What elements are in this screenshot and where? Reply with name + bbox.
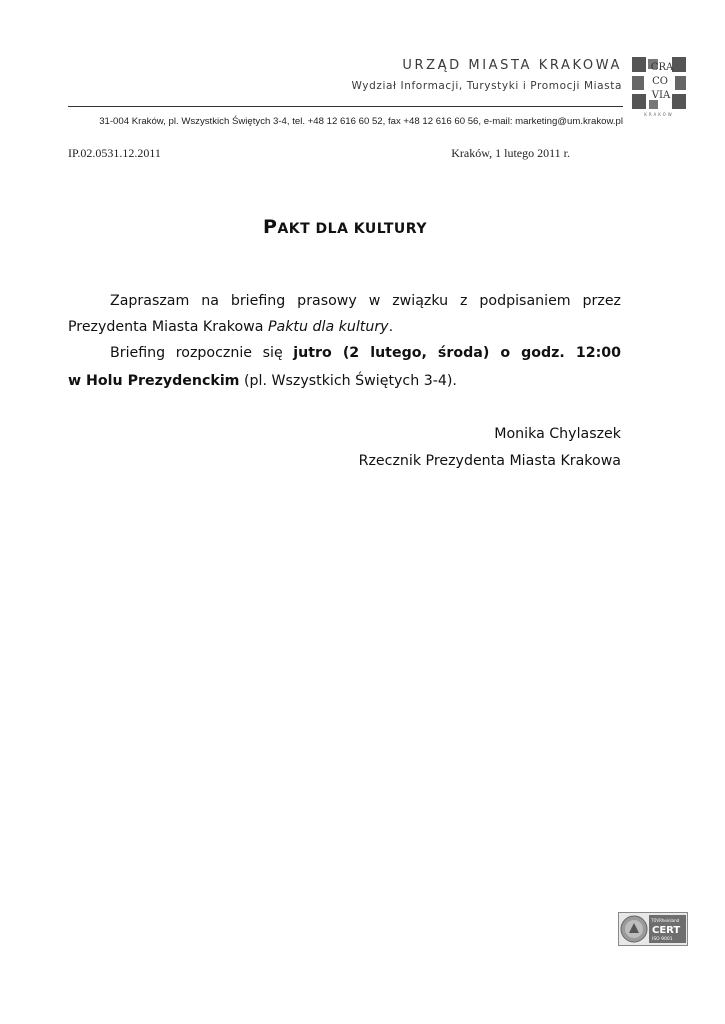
document-title xyxy=(0,216,690,238)
reference-number: IP.02.0531.12.2011 xyxy=(68,146,161,160)
title-rest: AKT DLA KULTURY xyxy=(277,221,427,237)
cert-top-text: TÜVRheinland xyxy=(651,918,680,923)
contact-line: 31-004 Kraków, pl. Wszystkich Świętych 3-4, tel. +48 12 616 60 52, fax +48 12 616 60 56, e-mail: marketing@um.krakow.pl xyxy=(99,116,623,127)
header-divider xyxy=(68,106,623,107)
cert-bottom-text: ISO 9001 xyxy=(652,937,673,942)
iso-cert-badge xyxy=(618,912,688,946)
pact-title-italic: Paktu dla kultury xyxy=(267,319,389,335)
signature-name: Monika Chylaszek xyxy=(494,426,621,442)
cracovia-logo xyxy=(631,56,687,118)
cert-main-text: CERT xyxy=(652,925,681,936)
department-name: Wydział Informacji, Turystyki i Promocji Miasta xyxy=(351,80,622,92)
logo-text-line2: CO xyxy=(652,76,668,87)
logo-text-line3: VIA xyxy=(651,90,671,101)
briefing-place-bold: w Holu Prezydenckim xyxy=(68,373,240,389)
paragraph1-line1: Zapraszam na briefing prasowy w związku z podpisaniem przez xyxy=(110,293,621,309)
signature-role: Rzecznik Prezydenta Miasta Krakowa xyxy=(358,453,621,469)
office-name: URZĄD MIASTA KRAKOWA xyxy=(402,58,622,73)
title-first-letter: P xyxy=(263,216,278,238)
logo-text-line1: CRA xyxy=(650,62,674,73)
paragraph1-line2-prefix: Prezydenta Miasta Krakowa xyxy=(68,319,268,335)
paragraph2-line1-prefix: Briefing rozpocznie się xyxy=(110,345,294,361)
paragraph2-line2-suffix: (pl. Wszystkich Świętych 3-4). xyxy=(239,373,457,389)
paragraph2-line2 xyxy=(68,373,457,389)
place-date: Kraków, 1 lutego 2011 r. xyxy=(451,146,570,160)
paragraph1-line2 xyxy=(68,319,393,335)
briefing-date-bold: jutro (2 lutego, środa) o godz. 12:00 xyxy=(293,345,622,361)
logo-caption: KRAKÓW xyxy=(644,112,674,117)
paragraph1-line2-suffix: . xyxy=(388,319,394,335)
paragraph2-line1 xyxy=(110,345,621,361)
